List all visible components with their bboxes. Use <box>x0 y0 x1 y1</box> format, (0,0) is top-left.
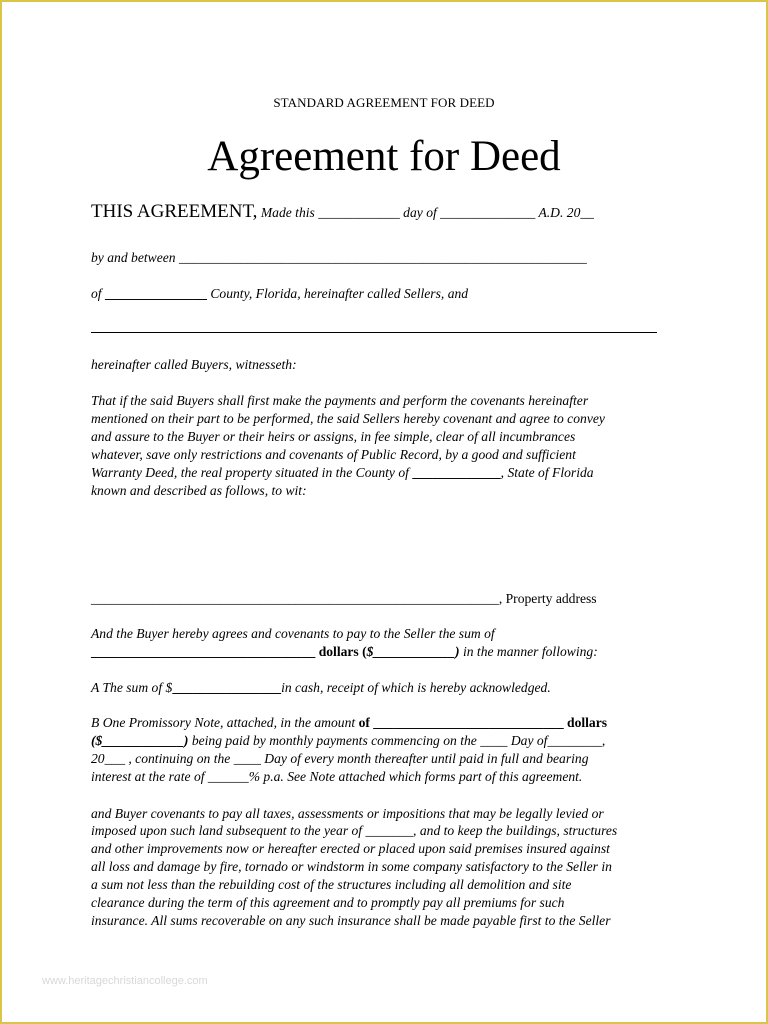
county-of-prefix: Warranty Deed, the real property situated in the County of <box>91 465 413 480</box>
pay-line: And the Buyer hereby agrees and covenants to pay to the Seller the sum of <box>91 626 495 641</box>
body-line: That if the said Buyers shall first make the payments and perform the covenants hereinafter <box>91 393 589 408</box>
document-title: Agreement for Deed <box>207 133 561 180</box>
of-label: of <box>91 286 105 301</box>
note-of: of <box>358 715 374 730</box>
body-line: and Buyer covenants to pay all taxes, assessments or impositions that may be legally levied or <box>91 806 604 821</box>
cash-line <box>91 679 551 697</box>
dollars-line <box>91 643 598 661</box>
manner-text: in the manner following: <box>459 644 598 659</box>
cash-suffix: in cash, receipt of which is hereby acknowledged. <box>281 680 551 695</box>
county-suffix: County, Florida, hereinafter called Sellers, and <box>206 286 469 301</box>
county-of-suffix: , State of Florida <box>500 465 594 480</box>
property-blank: ____________________________________________________________ <box>91 591 499 606</box>
property-address-line <box>91 590 597 608</box>
dollars-blank: _________________________________ <box>91 644 316 659</box>
cash-prefix: A The sum of $ <box>91 680 173 695</box>
body-line: a sum not less than the rebuilding cost of the structures including all demolition and site <box>91 877 572 892</box>
note-amount-blank: ($____________) <box>91 733 189 748</box>
cash-blank: ________________ <box>172 680 282 695</box>
county-of-blank: _____________ <box>412 465 501 480</box>
body-line: mentioned on their part to be performed, the said Sellers hereby covenant and agree to convey <box>91 411 605 426</box>
note-blank: ____________________________ <box>373 715 564 730</box>
buyers-line: hereinafter called Buyers, witnesseth: <box>91 357 297 372</box>
dollars-label: dollars ( <box>315 644 367 659</box>
this-agreement-heading: THIS AGREEMENT, <box>91 201 258 222</box>
note-dollars: dollars <box>563 715 608 730</box>
body-line: all loss and damage by fire, tornado or windstorm in some company satisfactory to the Seller in <box>91 859 612 874</box>
body-line: and other improvements now or hereafter erected or placed upon said premises insured against <box>91 841 610 856</box>
note-line-3: 20___ , continuing on the ____ Day of every month thereafter until paid in full and bearing <box>91 751 589 766</box>
body-line: clearance during the term of this agreement and to promptly pay all premiums for such <box>91 895 565 910</box>
county-line <box>91 285 468 303</box>
property-label: , Property address <box>498 591 597 606</box>
body-line: imposed upon such land subsequent to the year of _______, and to keep the buildings, structures <box>91 823 618 838</box>
county-of-line <box>91 464 594 482</box>
buyer-name-rule <box>91 332 657 333</box>
body-line: known and described as follows, to wit: <box>91 483 307 498</box>
note-line-2-rest: being paid by monthly payments commencing on the ____ Day of________, <box>188 733 606 748</box>
note-line <box>91 714 607 732</box>
agreement-date-line <box>91 203 594 222</box>
made-this-text: Made this ____________ day of ______________ A.D. 20__ <box>257 205 594 220</box>
note-prefix: B One Promissory Note, attached, in the amount <box>91 715 359 730</box>
watermark-text: www.heritagechristiancollege.com <box>42 975 208 987</box>
note-line-2 <box>91 732 605 750</box>
body-line: whatever, save only restrictions and covenants of Public Record, by a good and sufficient <box>91 447 576 462</box>
body-line: insurance. All sums recoverable on any such insurance shall be made payable first to the Seller <box>91 913 611 928</box>
dollars-amount-blank: $____________) <box>366 644 460 659</box>
document-subtitle: STANDARD AGREEMENT FOR DEED <box>273 95 495 110</box>
body-line: and assure to the Buyer or their heirs or assigns, in fee simple, clear of all incumbrances <box>91 429 576 444</box>
parties-line: by and between ____________________________________________________________ <box>91 250 587 265</box>
county-blank: _______________ <box>104 286 207 301</box>
note-line-4: interest at the rate of ______% p.a. See Note attached which forms part of this agreement. <box>91 769 583 784</box>
